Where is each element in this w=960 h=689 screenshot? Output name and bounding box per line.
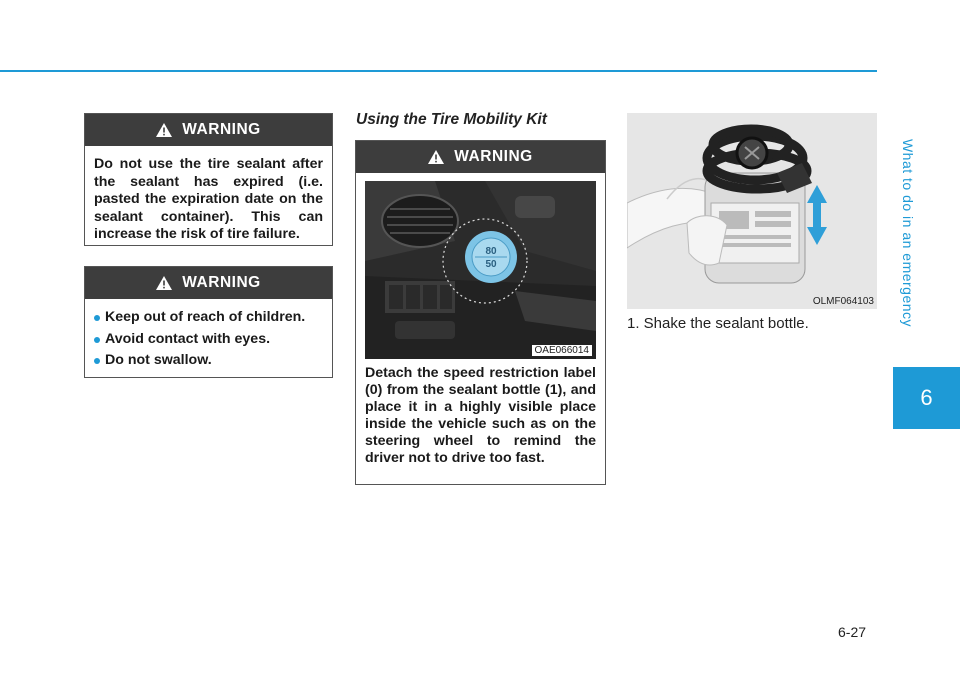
list-item: Keep out of reach of children. <box>94 309 323 327</box>
warning-box-sealant-safety <box>84 266 333 378</box>
warning-list <box>94 309 323 370</box>
list-item: Avoid contact with eyes. <box>94 331 323 349</box>
section-side-tab-label: What to do in an emergency <box>900 138 917 327</box>
sealant-bottle-figure <box>627 113 877 309</box>
speed-50-label: 50 <box>485 259 497 270</box>
warning-header <box>85 267 332 299</box>
section-side-tab <box>893 100 923 365</box>
warning-title: WARNING <box>182 274 261 291</box>
sealant-bottle-illustration <box>627 113 877 309</box>
list-item: Do not swallow. <box>94 352 323 370</box>
figure-code: OLMF064103 <box>812 296 874 307</box>
speed-80-label: 80 <box>485 246 497 257</box>
warning-title: WARNING <box>454 148 533 165</box>
warning-box-sealant-expiry <box>84 113 333 246</box>
page-number: 6-27 <box>838 624 867 640</box>
warning-header <box>85 114 332 146</box>
figure-code: OAE066014 <box>532 345 593 356</box>
warning-text: Do not use the tire sealant after the sealant has expired (i.e. pasted the expiration date on the sealant container). This can increase the risk of tire failure. <box>94 156 323 242</box>
warning-triangle-icon <box>156 123 172 137</box>
dashboard-illustration <box>365 181 596 359</box>
warning-triangle-icon <box>428 150 444 164</box>
step-text: 1. Shake the sealant bottle. <box>627 315 809 332</box>
warning-title: WARNING <box>182 121 261 138</box>
chapter-tab <box>893 367 960 429</box>
warning-box-speed-label <box>355 140 606 485</box>
section-title: Using the Tire Mobility Kit <box>356 111 547 128</box>
warning-triangle-icon <box>156 276 172 290</box>
dashboard-figure <box>365 181 596 359</box>
warning-text: Detach the speed restriction label (0) from the sealant bottle (1), and place it in a highly visible place inside the vehicle such as on the steering wheel to remind the driver not to drive too fast. <box>365 365 596 466</box>
warning-list-container <box>85 299 332 384</box>
chapter-number: 6 <box>920 385 933 410</box>
warning-header <box>356 141 605 173</box>
header-rule <box>0 70 877 72</box>
